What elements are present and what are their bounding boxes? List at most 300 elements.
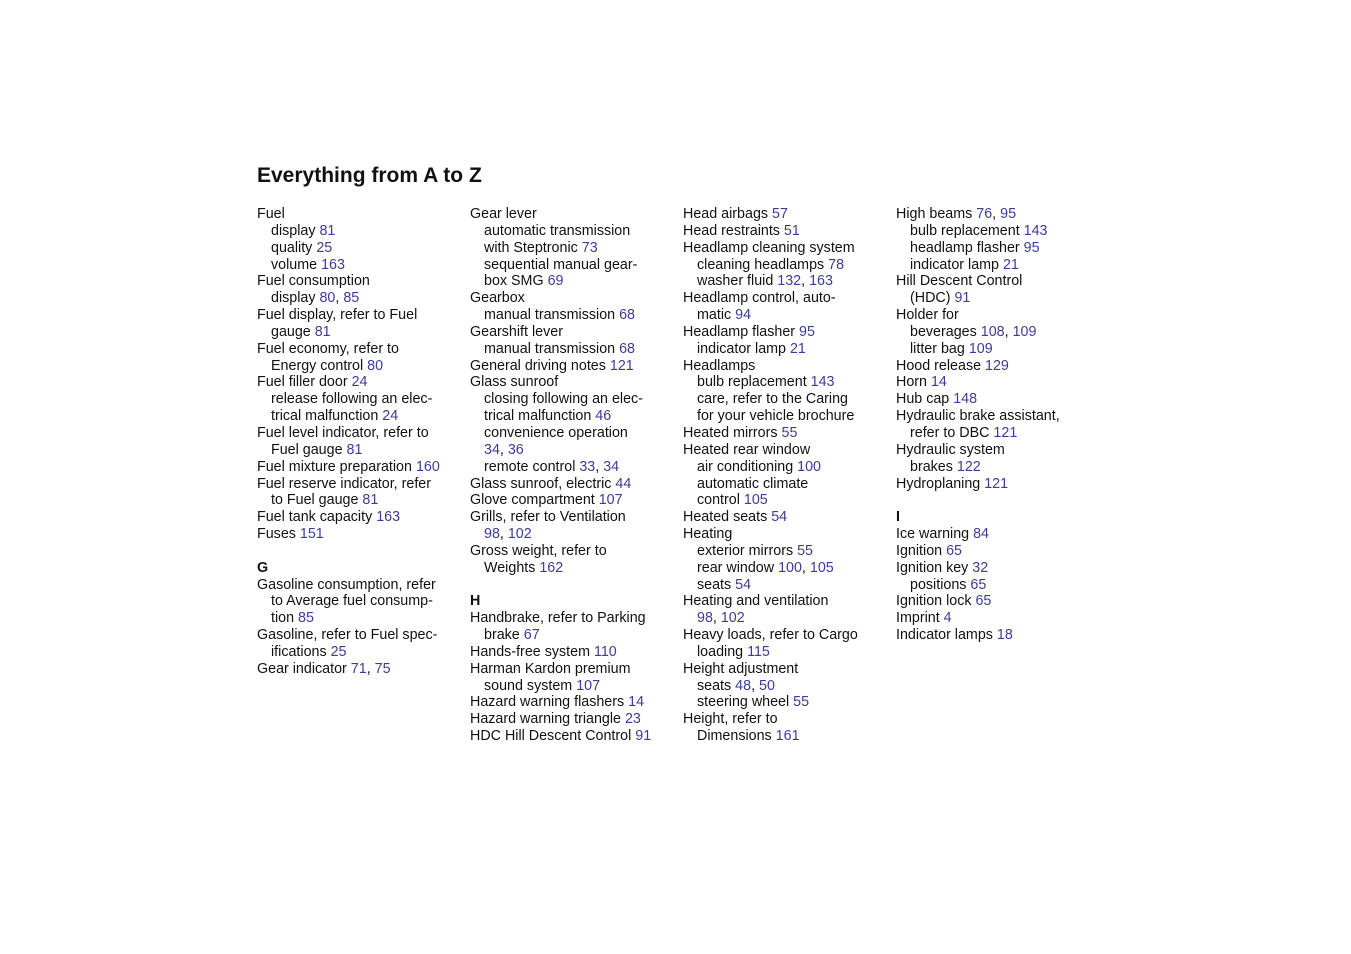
entry-text: Grills, refer to Ventilation xyxy=(470,509,626,526)
index-entry xyxy=(257,273,462,290)
index-subentry xyxy=(470,408,675,425)
entry-text: Fuel filler door xyxy=(257,374,352,391)
entry-text: Heavy loads, refer to Cargo xyxy=(683,627,858,644)
page-reference-link[interactable]: 109 xyxy=(968,340,993,357)
entry-text: Holder for xyxy=(896,307,959,324)
entry-text: High beams xyxy=(896,206,977,222)
page-reference-link[interactable]: 21 xyxy=(1002,256,1019,273)
index-subentry xyxy=(257,408,462,425)
page-reference-link[interactable]: 75 xyxy=(374,660,391,677)
entry-text: Glass sunroof, electric xyxy=(470,475,616,492)
index-subentry xyxy=(470,223,675,240)
entry-text: matic xyxy=(697,307,736,324)
index-entry xyxy=(683,509,888,526)
index-subentry xyxy=(896,425,1101,442)
page-reference-link[interactable]: 80 xyxy=(367,357,384,374)
index-entry xyxy=(257,627,462,644)
page-reference-link[interactable]: 55 xyxy=(793,694,810,711)
page-reference-link[interactable]: 95 xyxy=(799,323,815,340)
entry-text: sound system xyxy=(484,677,577,694)
index-entry xyxy=(470,661,675,678)
index-entry xyxy=(257,206,462,223)
page-reference-link[interactable]: 25 xyxy=(330,643,347,660)
index-entry xyxy=(683,240,888,257)
page-reference-link[interactable]: 143 xyxy=(1023,222,1048,239)
entry-text: Gearshift lever xyxy=(470,323,563,340)
index-subentry xyxy=(683,374,888,391)
entry-text: Hydraulic system xyxy=(896,441,1005,458)
entry-text: steering wheel xyxy=(697,694,794,711)
entry-text: to Fuel gauge xyxy=(271,492,363,509)
entry-text: bulb replacement xyxy=(697,374,811,391)
entry-text: manual transmission xyxy=(484,340,620,357)
page-reference-link[interactable]: 25 xyxy=(316,239,333,256)
entry-text: loading xyxy=(697,643,748,660)
page-reference-link[interactable]: 54 xyxy=(735,576,752,593)
page-reference-link[interactable]: 24 xyxy=(351,374,368,391)
entry-text: Energy control xyxy=(271,357,368,374)
index-entry xyxy=(257,509,462,526)
index-entry xyxy=(470,206,675,223)
page-reference-link[interactable]: 14 xyxy=(930,374,947,391)
index-subentry xyxy=(470,240,675,257)
index-subentry xyxy=(257,610,462,627)
page-reference-link[interactable]: 84 xyxy=(973,526,989,543)
page-reference-link[interactable]: 36 xyxy=(507,441,524,458)
page-reference-link[interactable]: 163 xyxy=(809,273,833,290)
index-subentry: rear window 100, 105 xyxy=(697,559,834,576)
index-entry: Gear indicator 71, 75 xyxy=(257,660,391,677)
page-reference-link[interactable]: 44 xyxy=(615,475,632,492)
index-subentry: 98, 102 xyxy=(484,526,532,543)
index-subentry: remote control 33, 34 xyxy=(484,458,620,475)
entry-text: seats xyxy=(697,677,736,694)
index-entry xyxy=(896,391,1101,408)
index-entry xyxy=(683,593,888,610)
page-reference-link[interactable]: 32 xyxy=(972,559,989,576)
entry-text: tion xyxy=(271,610,299,627)
page-reference-link[interactable]: 68 xyxy=(619,340,635,357)
index-entry xyxy=(896,526,1101,543)
page-reference-link[interactable]: 98 xyxy=(697,610,713,627)
index-entry xyxy=(470,543,675,560)
index-subentry xyxy=(257,257,462,274)
entry-text: ifications xyxy=(271,643,331,660)
page-reference-link[interactable]: 105 xyxy=(809,559,834,576)
index-entry xyxy=(896,374,1101,391)
page-reference-link[interactable]: 108 xyxy=(980,323,1005,340)
index-entry xyxy=(896,560,1101,577)
page-reference-link[interactable]: 151 xyxy=(299,526,324,543)
page-reference-link[interactable]: 122 xyxy=(956,458,981,475)
page-reference-link[interactable]: 81 xyxy=(319,222,336,239)
index-subentry xyxy=(683,543,888,560)
entry-text: cleaning headlamps xyxy=(697,256,829,273)
entry-text: automatic transmission xyxy=(484,222,631,239)
entry-text: Headlamp cleaning system xyxy=(683,239,855,256)
index-column-3 xyxy=(683,206,888,745)
index-subentry xyxy=(683,694,888,711)
page-reference-link[interactable]: 55 xyxy=(797,542,813,559)
index-subentry xyxy=(470,391,675,408)
index-subentry xyxy=(470,560,675,577)
page-reference-link[interactable]: 163 xyxy=(376,509,401,526)
page-reference-link[interactable]: 81 xyxy=(346,441,363,458)
page-reference-link[interactable]: 129 xyxy=(985,357,1009,374)
entry-text: Hazard warning triangle xyxy=(470,711,625,728)
page-reference-link[interactable]: 68 xyxy=(619,307,635,324)
index-entry: High beams 76, 95 xyxy=(896,206,1017,222)
index-subentry: 98, 102 xyxy=(697,610,745,627)
index-entry xyxy=(470,324,675,341)
entry-text: indicator lamp xyxy=(697,340,790,357)
page-reference-link[interactable]: 81 xyxy=(314,323,331,340)
page-reference-link[interactable]: 95 xyxy=(1000,206,1017,222)
index-subentry xyxy=(896,240,1101,257)
index-subentry xyxy=(257,324,462,341)
page-reference-link[interactable]: 91 xyxy=(635,728,652,745)
index-subentry xyxy=(683,492,888,509)
index-subentry xyxy=(470,341,675,358)
page-reference-link[interactable]: 34 xyxy=(484,441,500,458)
page-reference-link[interactable]: 85 xyxy=(343,290,360,307)
index-subentry xyxy=(683,257,888,274)
page-reference-link[interactable]: 51 xyxy=(783,222,800,239)
index-subentry xyxy=(683,307,888,324)
index-subentry: washer fluid 132, 163 xyxy=(697,273,833,290)
entry-text: Weights xyxy=(484,559,540,576)
page-reference-link[interactable]: 148 xyxy=(953,391,978,408)
entry-text: Headlamp flasher xyxy=(683,323,800,340)
index-letter-heading xyxy=(257,560,462,577)
entry-text: convenience operation xyxy=(484,424,628,441)
index-entry xyxy=(683,324,888,341)
entry-text: G xyxy=(257,559,269,576)
entry-text: Fuel economy, refer to xyxy=(257,340,399,357)
index-entry xyxy=(257,374,462,391)
page-reference-link[interactable]: 102 xyxy=(720,610,745,627)
entry-text: Hood release xyxy=(896,357,986,374)
page-reference-link[interactable]: 115 xyxy=(747,643,770,660)
entry-text: box SMG xyxy=(484,273,548,290)
index-subentry xyxy=(470,425,675,442)
entry-text: H xyxy=(470,593,481,610)
index-entry xyxy=(896,593,1101,610)
index-subentry xyxy=(683,577,888,594)
index-entry xyxy=(683,290,888,307)
entry-text: Hill Descent Control xyxy=(896,273,1023,290)
entry-text: Heating xyxy=(683,526,733,543)
entry-text: Glove compartment xyxy=(470,492,599,509)
page-reference-link[interactable]: 85 xyxy=(298,610,314,627)
entry-text: headlamp flasher xyxy=(910,239,1024,256)
page-reference-link[interactable]: 69 xyxy=(547,273,564,290)
index-entry xyxy=(683,223,888,240)
entry-text: HDC Hill Descent Control xyxy=(470,728,636,745)
entry-text: exterior mirrors xyxy=(697,542,798,559)
page-reference-link[interactable]: 65 xyxy=(970,576,987,593)
entry-text: Gear lever xyxy=(470,206,537,222)
entry-text: rear window xyxy=(697,559,779,576)
entry-text: Gasoline consumption, refer xyxy=(257,576,436,593)
index-entry xyxy=(683,526,888,543)
page-reference-link[interactable]: 91 xyxy=(954,290,971,307)
page-reference-link[interactable]: 65 xyxy=(946,542,962,559)
index-entry xyxy=(896,358,1101,375)
index-subentry xyxy=(257,492,462,509)
entry-text: (HDC) xyxy=(910,290,955,307)
entry-text: Hands-free system xyxy=(470,643,594,660)
entry-text: Fuel reserve indicator, refer xyxy=(257,475,432,492)
entry-text: Headlamp control, auto- xyxy=(683,290,836,307)
entry-text: Hub cap xyxy=(896,391,954,408)
index-column-1 xyxy=(257,206,462,678)
index-subentry xyxy=(896,459,1101,476)
entry-text: to Average fuel consump- xyxy=(271,593,433,610)
page-reference-link[interactable]: 102 xyxy=(507,526,532,543)
page-reference-link[interactable]: 50 xyxy=(759,677,775,694)
page-reference-link[interactable]: 23 xyxy=(624,711,641,728)
index-subentry xyxy=(257,391,462,408)
index-entry xyxy=(257,341,462,358)
index-entry xyxy=(257,476,462,493)
entry-text: Ice warning xyxy=(896,526,974,543)
entry-text: Fuel xyxy=(257,206,285,222)
page-reference-link[interactable]: 18 xyxy=(996,627,1013,644)
entry-text: Height, refer to xyxy=(683,711,778,728)
blank-line xyxy=(257,543,462,560)
page-reference-link[interactable]: 55 xyxy=(781,424,798,441)
page-reference-link[interactable]: 34 xyxy=(603,458,620,475)
entry-text: with Steptronic xyxy=(484,239,582,256)
entry-text: Ignition key xyxy=(896,559,973,576)
entry-text: manual transmission xyxy=(484,307,620,324)
entry-text: Fuel consumption xyxy=(257,273,370,290)
index-entry xyxy=(470,644,675,661)
page-reference-link[interactable]: 14 xyxy=(628,694,645,711)
entry-text: Harman Kardon premium xyxy=(470,660,631,677)
page-reference-link[interactable]: 107 xyxy=(576,677,601,694)
page-reference-link[interactable]: 162 xyxy=(539,559,564,576)
index-subentry: display 80, 85 xyxy=(271,290,360,307)
page-reference-link[interactable]: 110 xyxy=(593,643,617,660)
index-subentry xyxy=(257,593,462,610)
index-entry xyxy=(683,425,888,442)
index-subentry xyxy=(683,459,888,476)
page-reference-link[interactable]: 71 xyxy=(350,660,367,677)
page-reference-link[interactable]: 67 xyxy=(523,627,540,644)
index-subentry xyxy=(683,644,888,661)
entry-text: Fuses xyxy=(257,526,300,543)
entry-text: brake xyxy=(484,627,524,644)
entry-text: Heated mirrors xyxy=(683,424,782,441)
page-reference-link[interactable]: 161 xyxy=(775,728,800,745)
entry-text: Gasoline, refer to Fuel spec- xyxy=(257,627,438,644)
index-entry xyxy=(257,425,462,442)
index-column-4 xyxy=(896,206,1101,644)
entry-text: litter bag xyxy=(910,340,969,357)
index-entry xyxy=(470,476,675,493)
index-entry xyxy=(683,711,888,728)
page-reference-link[interactable]: 105 xyxy=(743,492,768,509)
entry-text: Ignition xyxy=(896,542,947,559)
page-reference-link[interactable]: 143 xyxy=(810,374,835,391)
index-subentry xyxy=(896,290,1101,307)
entry-text: Glass sunroof xyxy=(470,374,559,391)
entry-text: quality xyxy=(271,239,317,256)
blank-line xyxy=(470,577,675,594)
page-reference-link[interactable]: 100 xyxy=(797,458,822,475)
index-entry xyxy=(683,442,888,459)
entry-text: Dimensions xyxy=(697,728,776,745)
entry-text: for your vehicle brochure xyxy=(697,408,855,425)
index-entry xyxy=(896,408,1101,425)
entry-text: washer fluid xyxy=(697,273,778,290)
entry-text: Height adjustment xyxy=(683,660,799,677)
index-subentry xyxy=(470,627,675,644)
entry-text: Fuel display, refer to Fuel xyxy=(257,307,418,324)
entry-text: display xyxy=(271,222,320,239)
page-reference-link[interactable]: 76 xyxy=(976,206,993,222)
index-column-2 xyxy=(470,206,675,745)
index-subentry xyxy=(470,273,675,290)
page-reference-link[interactable]: 109 xyxy=(1012,323,1037,340)
page-reference-link[interactable]: 65 xyxy=(975,593,992,610)
index-entry xyxy=(896,273,1101,290)
page-reference-link[interactable]: 94 xyxy=(735,307,752,324)
index-subentry xyxy=(470,307,675,324)
index-subentry xyxy=(257,358,462,375)
entry-text: Fuel tank capacity xyxy=(257,509,377,526)
entry-text: Gross weight, refer to xyxy=(470,542,607,559)
entry-text: brakes xyxy=(910,458,957,475)
index-subentry xyxy=(896,577,1101,594)
page-reference-link[interactable]: 160 xyxy=(415,458,440,475)
page-reference-link[interactable]: 98 xyxy=(484,526,500,543)
index-entry xyxy=(896,476,1101,493)
page-reference-link[interactable]: 163 xyxy=(321,256,345,273)
index-subentry xyxy=(470,678,675,695)
entry-text: Heated seats xyxy=(683,509,772,526)
page-reference-link[interactable]: 132 xyxy=(777,273,802,290)
entry-text: seats xyxy=(697,576,736,593)
entry-text: Head airbags xyxy=(683,206,773,222)
index-entry xyxy=(470,711,675,728)
page-reference-link[interactable]: 57 xyxy=(772,206,788,222)
page-reference-link[interactable]: 78 xyxy=(828,256,845,273)
index-entry xyxy=(683,206,888,223)
entry-text: beverages xyxy=(910,323,981,340)
entry-text: Fuel mixture preparation xyxy=(257,458,416,475)
entry-text: Hydraulic brake assistant, xyxy=(896,408,1060,425)
entry-text: Heating and ventilation xyxy=(683,593,829,610)
index-subentry: 34, 36 xyxy=(484,441,524,458)
entry-text: General driving notes xyxy=(470,357,610,374)
index-entry xyxy=(683,627,888,644)
page-reference-link[interactable]: 24 xyxy=(382,408,399,425)
index-subentry xyxy=(896,341,1101,358)
entry-text: Heated rear window xyxy=(683,441,811,458)
index-entry xyxy=(257,577,462,594)
index-entry xyxy=(896,442,1101,459)
page-reference-link[interactable]: 121 xyxy=(609,357,634,374)
entry-text: trical malfunction xyxy=(484,408,596,425)
entry-text: indicator lamp xyxy=(910,256,1003,273)
index-entry xyxy=(896,627,1101,644)
entry-text: air conditioning xyxy=(697,458,798,475)
index-entry xyxy=(470,290,675,307)
page-reference-link[interactable]: 54 xyxy=(771,509,788,526)
entry-text: refer to DBC xyxy=(910,424,994,441)
index-subentry xyxy=(683,476,888,493)
entry-text: release following an elec- xyxy=(271,391,433,408)
page-reference-link[interactable]: 80 xyxy=(319,290,336,307)
index-entry xyxy=(470,509,675,526)
index-subentry xyxy=(683,391,888,408)
page-reference-link[interactable]: 100 xyxy=(778,559,802,576)
index-entry xyxy=(683,661,888,678)
index-subentry xyxy=(896,223,1101,240)
page-reference-link[interactable]: 21 xyxy=(789,340,806,357)
page-reference-link[interactable]: 4 xyxy=(943,610,952,627)
page-reference-link[interactable]: 46 xyxy=(595,408,612,425)
entry-text: Handbrake, refer to Parking xyxy=(470,610,646,627)
entry-text: Imprint xyxy=(896,610,944,627)
index-entry xyxy=(257,459,462,476)
entry-text: Hazard warning flashers xyxy=(470,694,629,711)
index-subentry xyxy=(896,257,1101,274)
entry-text: Fuel level indicator, refer to xyxy=(257,424,429,441)
entry-text: remote control xyxy=(484,458,580,475)
index-subentry: beverages 108, 109 xyxy=(910,323,1037,340)
index-entry xyxy=(896,307,1101,324)
entry-text: gauge xyxy=(271,323,315,340)
entry-text: trical malfunction xyxy=(271,408,383,425)
page-reference-link[interactable]: 73 xyxy=(581,239,598,256)
index-entry xyxy=(470,728,675,745)
index-entry xyxy=(896,610,1101,627)
index-entry xyxy=(470,358,675,375)
page-reference-link[interactable]: 107 xyxy=(598,492,623,509)
index-subentry xyxy=(470,257,675,274)
page-reference-link[interactable]: 33 xyxy=(579,458,596,475)
entry-text: control xyxy=(697,492,744,509)
index-letter-heading xyxy=(470,593,675,610)
entry-text: care, refer to the Caring xyxy=(697,391,848,408)
entry-text: Horn xyxy=(896,374,931,391)
page-title: Everything from A to Z xyxy=(257,164,482,187)
index-letter-heading xyxy=(896,509,1101,526)
entry-text: automatic climate xyxy=(697,475,809,492)
entry-text: display xyxy=(271,290,320,307)
index-subentry xyxy=(257,223,462,240)
index-entry xyxy=(257,526,462,543)
page-reference-link[interactable]: 48 xyxy=(735,677,752,694)
index-subentry xyxy=(257,644,462,661)
index-entry xyxy=(470,610,675,627)
page-reference-link[interactable]: 121 xyxy=(993,424,1018,441)
page-reference-link[interactable]: 121 xyxy=(984,475,1009,492)
entry-text: sequential manual gear- xyxy=(484,256,638,273)
index-subentry xyxy=(683,341,888,358)
index-subentry: seats 48, 50 xyxy=(697,677,775,694)
entry-text: positions xyxy=(910,576,971,593)
page-reference-link[interactable]: 81 xyxy=(362,492,379,509)
entry-text: Gearbox xyxy=(470,290,525,307)
entry-text: Fuel gauge xyxy=(271,441,347,458)
entry-text: Gear indicator xyxy=(257,660,351,677)
page-reference-link[interactable]: 95 xyxy=(1023,239,1040,256)
